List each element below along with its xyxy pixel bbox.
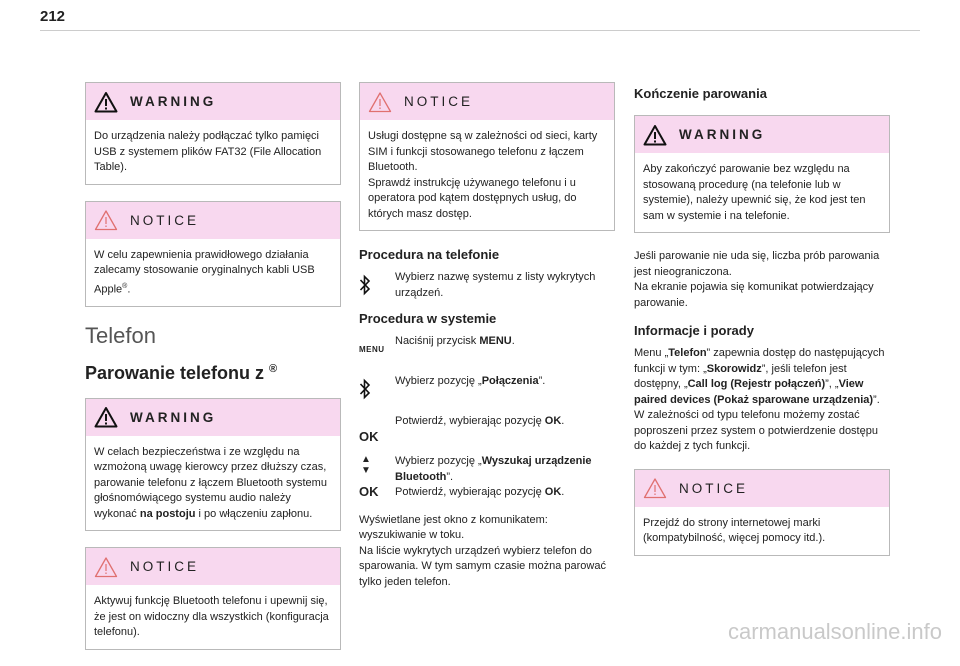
section-title: Telefon bbox=[85, 322, 156, 348]
registered-mark: ® bbox=[269, 362, 278, 375]
menu-button-icon bbox=[359, 334, 395, 364]
system-step-connections bbox=[359, 374, 615, 404]
warning-text-end: i po włączeniu zapłonu. bbox=[195, 507, 313, 520]
step-text-part: Naciśnij przycisk bbox=[395, 335, 480, 347]
info-tips-title: Informacje i porady bbox=[634, 323, 754, 338]
notice-box-services bbox=[359, 82, 615, 231]
step-text-end: . bbox=[561, 486, 565, 498]
notice-title: NOTICE bbox=[130, 559, 200, 575]
warning-box-safety bbox=[85, 398, 341, 532]
info-paragraph: Jeśli parowanie nie uda się, liczba prób parowania jest nieograniczona. bbox=[634, 250, 880, 278]
up-down-arrows-icon: ▲ ▼ bbox=[361, 454, 371, 476]
info-text-bold: Skorowidz bbox=[706, 362, 762, 375]
warning-header bbox=[635, 116, 889, 153]
system-step-menu bbox=[359, 334, 615, 364]
notice-text bbox=[86, 239, 340, 306]
menu-icon-label: MENU bbox=[359, 344, 385, 354]
notice-icon bbox=[368, 91, 392, 113]
notice-header bbox=[86, 548, 340, 585]
notice-box-website bbox=[634, 469, 890, 556]
step-text bbox=[395, 334, 515, 350]
info-paragraph: Na liście wykrytych urządzeń wybierz telefon do sparowania. W tym samym czasie można parować tylko jeden telefon. bbox=[359, 544, 606, 588]
info-text-part: Menu „ bbox=[634, 347, 669, 359]
info-text-bold: View paired devices (Pokaż sparowane urządzenia) bbox=[634, 378, 874, 406]
step-text-end: ”. bbox=[538, 375, 546, 387]
phone-procedure-title: Procedura na telefonie bbox=[359, 247, 500, 262]
step-text-bold: OK bbox=[544, 486, 562, 498]
step-text-part: Potwierdź, wybierając pozycję bbox=[395, 486, 545, 498]
notice-icon bbox=[94, 556, 118, 578]
notice-header bbox=[360, 83, 614, 120]
warning-icon bbox=[643, 124, 667, 146]
step-text bbox=[395, 414, 564, 430]
notice-title: NOTICE bbox=[679, 480, 749, 496]
info-paragraph: Wyświetlane jest okno z komunikatem: wyszukiwanie w toku. bbox=[359, 513, 548, 541]
notice-text: Aktywuj funkcję Bluetooth telefonu i upewnij się, że jest on widoczny dla wszystkich (konfiguracja telefonu). bbox=[94, 595, 329, 639]
ok-button-icon bbox=[359, 414, 395, 444]
end-pairing-title: Kończenie parowania bbox=[634, 86, 767, 101]
warning-title: WARNING bbox=[130, 409, 217, 425]
ok-icon-label: OK bbox=[359, 484, 379, 499]
notice-icon bbox=[94, 209, 118, 231]
bluetooth-icon bbox=[359, 270, 395, 300]
notice-box-bluetooth bbox=[85, 547, 341, 650]
info-text-part: ”, „ bbox=[825, 378, 839, 390]
notice-header bbox=[86, 202, 340, 239]
step-text-part: Wybierz pozycję „ bbox=[395, 455, 482, 467]
info-text-part: ”, jeśli telefon jest dostępny, „ bbox=[634, 362, 847, 390]
step-text-bold: MENU bbox=[479, 335, 512, 347]
info-paragraph: W zależności od typu telefonu możemy zostać poproszeni przez system o potwierdzenie dostępu do każdej z tych funkcji. bbox=[634, 409, 878, 452]
info-text-part: ” zapewnia dostęp do następujących funkcji w tym: „ bbox=[634, 347, 885, 375]
warning-box-usb bbox=[85, 82, 341, 185]
info-paragraph bbox=[634, 346, 890, 408]
warning-header bbox=[86, 399, 340, 436]
warning-text-part: W celach bezpieczeństwa i ze względu na wzmożoną uwagę kierowcy przez dłuższy czas, parowanie telefonu z łączem Bluetooth systemu głośnomówiącego systemu audio należy wykonać bbox=[94, 445, 327, 520]
notice-header bbox=[635, 470, 889, 507]
notice-paragraph: Usługi dostępne są w zależności od sieci, karty SIM i funkcji stosowanego telefonu z łączem Bluetooth. bbox=[368, 130, 598, 173]
warning-title: WARNING bbox=[679, 127, 766, 142]
system-step-search bbox=[359, 454, 615, 501]
info-text-part: ”. bbox=[873, 393, 880, 406]
notice-title: NOTICE bbox=[404, 94, 474, 109]
step-text-end: . bbox=[511, 335, 515, 347]
step-text: Wybierz nazwę systemu z listy wykrytych urządzeń. bbox=[395, 271, 596, 299]
info-text-bold: Telefon bbox=[668, 347, 707, 359]
step-text-end: . bbox=[561, 415, 565, 427]
info-text-bold: Call log (Rejestr połączeń) bbox=[687, 378, 826, 390]
system-procedure-title: Procedura w systemie bbox=[359, 311, 497, 326]
notice-paragraph: Sprawdź instrukcję używanego telefonu i u operatora pod kątem dostępnych usług, do których masz dostęp. bbox=[368, 176, 577, 220]
step-text bbox=[395, 374, 545, 390]
step-text-end: ”. bbox=[446, 470, 454, 483]
notice-text: Przejdź do strony internetowej marki (kompatybilność, więcej pomocy itd.). bbox=[643, 516, 826, 544]
registered-mark: ® bbox=[122, 282, 128, 290]
pairing-title-text: Parowanie telefonu z bbox=[85, 362, 270, 383]
right-column bbox=[634, 82, 890, 572]
warning-text-bold: na postoju bbox=[139, 507, 196, 520]
info-paragraph: Na ekranie pojawia się komunikat potwierdzający parowanie. bbox=[634, 281, 874, 309]
notice-text bbox=[360, 120, 614, 230]
notice-title: NOTICE bbox=[130, 212, 200, 228]
step-text-bold: Wyszukaj urządzenie Bluetooth bbox=[395, 455, 592, 483]
ok-icon-label: OK bbox=[359, 429, 379, 444]
step-text bbox=[395, 454, 615, 501]
notice-box-usb-cables bbox=[85, 201, 341, 307]
left-column bbox=[85, 82, 341, 666]
system-step-confirm bbox=[359, 414, 615, 444]
header-rule bbox=[40, 30, 920, 31]
middle-column bbox=[359, 82, 615, 600]
step-text-bold: Połączenia bbox=[481, 375, 539, 387]
step-text-bold: OK bbox=[544, 415, 562, 427]
bluetooth-icon bbox=[359, 374, 395, 404]
notice-text-end: . bbox=[127, 283, 131, 296]
warning-box-code bbox=[634, 115, 890, 233]
warning-icon bbox=[94, 91, 118, 113]
warning-text: Do urządzenia należy podłączać tylko pamięci USB z systemem plików FAT32 (File Allocation Table). bbox=[94, 130, 322, 173]
notice-icon bbox=[643, 477, 667, 499]
step-text-part: Potwierdź, wybierając pozycję bbox=[395, 415, 545, 427]
page-number: 212 bbox=[40, 8, 66, 25]
warning-text bbox=[86, 436, 340, 531]
notice-text-part: W celu zapewnienia prawidłowego działania zalecamy stosowanie oryginalnych kabli USB Apple bbox=[94, 248, 315, 296]
pairing-title bbox=[85, 363, 341, 384]
phone-step bbox=[359, 270, 615, 301]
warning-title: WARNING bbox=[130, 94, 217, 109]
warning-header bbox=[86, 83, 340, 120]
warning-icon bbox=[94, 406, 118, 428]
step-text-part: Wybierz pozycję „ bbox=[395, 375, 482, 387]
warning-text: Aby zakończyć parowanie bez względu na stosowaną procedurę (na telefonie lub w systemie), należy upewnić się, że kod jest ten sam w systemie i na telefonie. bbox=[643, 163, 866, 222]
arrows-ok-icons bbox=[359, 454, 395, 499]
watermark[interactable]: carmanualsonline.info bbox=[727, 619, 942, 644]
